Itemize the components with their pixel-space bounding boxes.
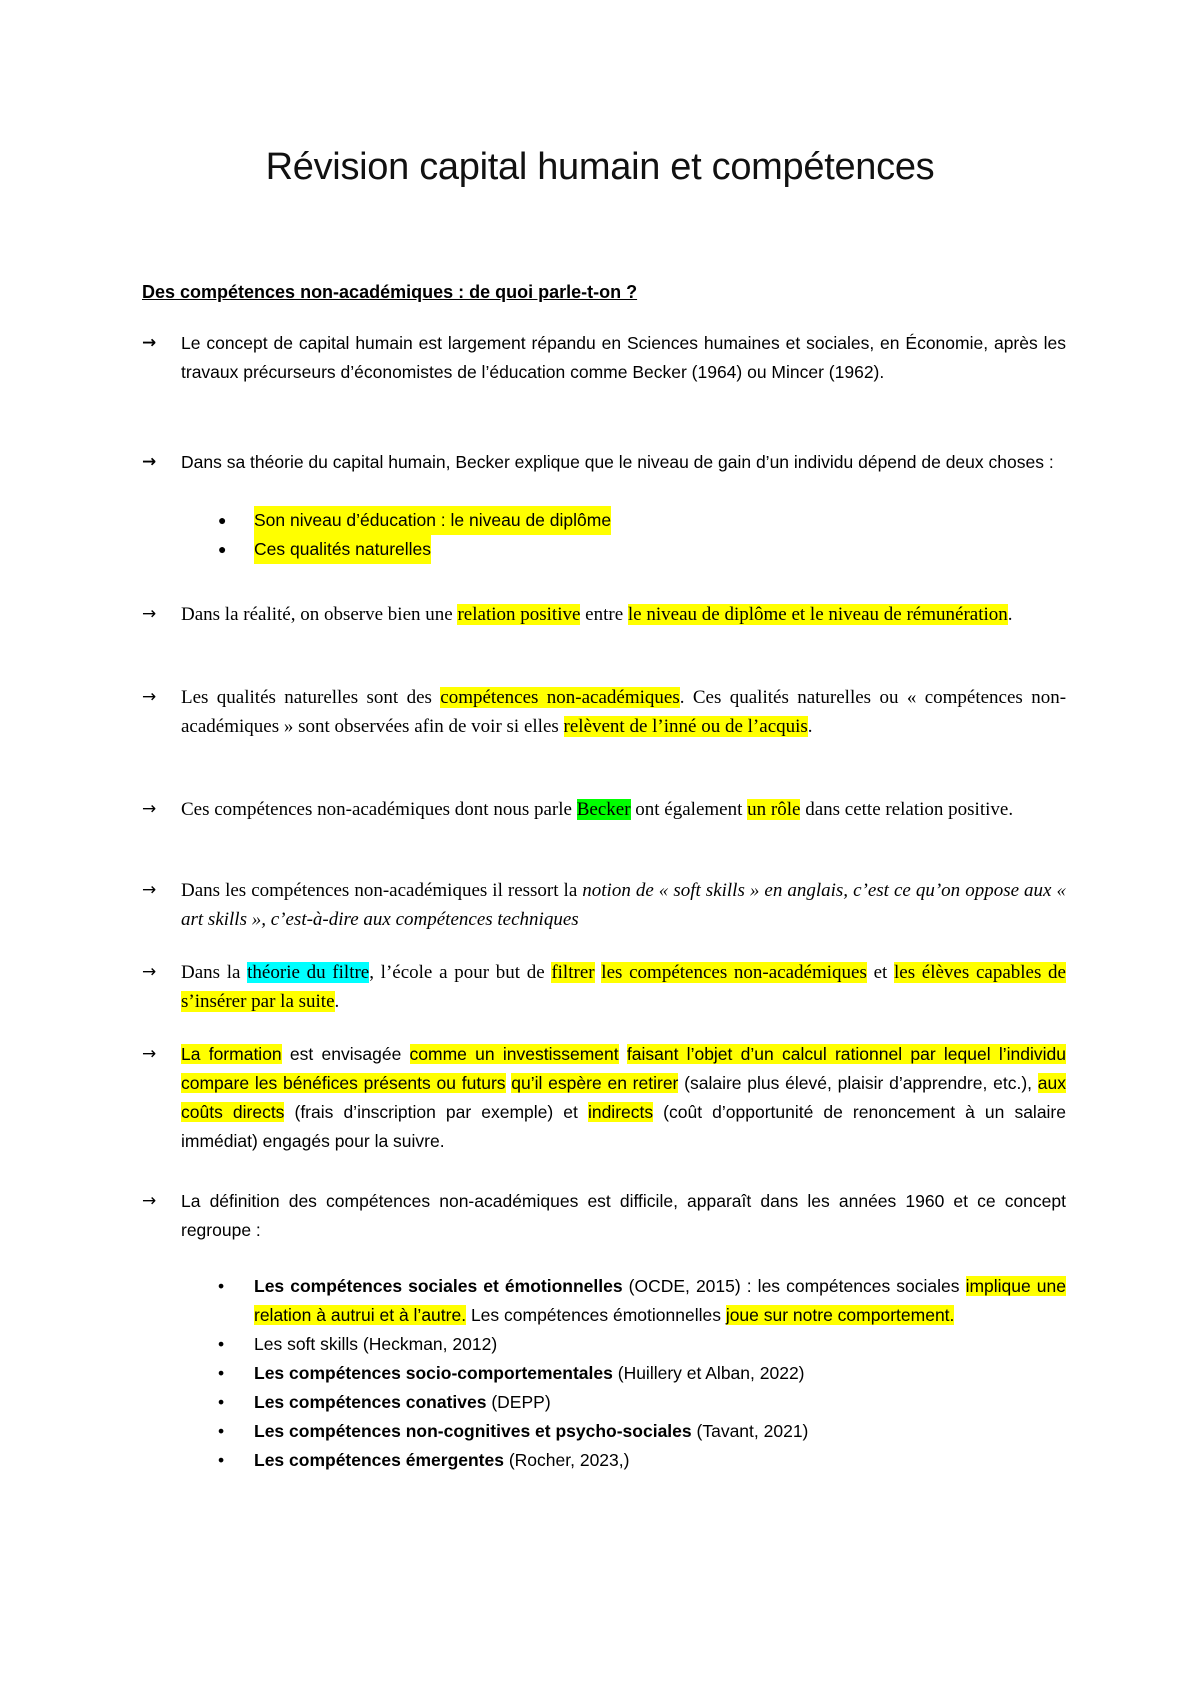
bold-text: Les compétences non-cognitives et psycho-sociales (254, 1421, 692, 1441)
text-run: . (949, 1305, 955, 1325)
paragraph-text: Dans sa théorie du capital humain, Becker explique que le niveau de gain d’un individu dépend de deux choses : (181, 452, 1054, 472)
arrow-icon: → (142, 333, 157, 353)
bold-text: Les compétences émergentes (254, 1450, 504, 1470)
paragraph-text: La définition des compétences non-académiques est difficile, apparaît dans les années 1960 et ce concept regroupe : (181, 1191, 1066, 1240)
text-run: Les qualités naturelles sont des (181, 687, 441, 708)
paragraph-8 (142, 1040, 1066, 1156)
text-run: est envisagée (281, 1044, 410, 1064)
text-run: Dans les compétences non-académiques il ressort la (181, 880, 583, 901)
text-run: (Tavant, 2021) (691, 1421, 809, 1441)
text-run: (DEPP) (486, 1392, 551, 1412)
list-item-text: Ces qualités naturelles (254, 535, 431, 564)
highlight: aux coûts directs (181, 1073, 1066, 1122)
text-run: . Ces qualités naturelles ou « compétences non-académiques » sont observées afin de voir si elles (181, 687, 1067, 737)
highlight: les compétences non-académiques (601, 962, 867, 983)
text-run: Les compétences émotionnelles (466, 1305, 726, 1325)
paragraph-7 (142, 958, 1066, 1016)
paragraph-5 (142, 795, 1066, 824)
highlight: théorie du filtre (247, 962, 370, 983)
text-run: . (807, 716, 813, 737)
highlight: joue sur notre comportement (725, 1305, 950, 1325)
paragraph-6 (142, 876, 1066, 934)
highlight: indirects (587, 1102, 654, 1122)
text-run: ont également (630, 799, 748, 820)
concept-list (218, 1272, 1066, 1475)
text-run: (OCDE, 2015) : les compétences sociales (622, 1276, 966, 1296)
list-item (218, 1417, 1066, 1446)
highlight: un rôle (747, 799, 801, 820)
paragraph-2 (142, 448, 1066, 477)
bold-text: Les compétences socio-comportementales (254, 1363, 613, 1383)
arrow-icon: → (142, 604, 157, 624)
list-item (218, 1272, 1066, 1330)
bold-text: Les compétences sociales et émotionnelles (254, 1276, 623, 1296)
bullet-icon: • (218, 1392, 225, 1412)
highlight: implique une relation à autrui et à l’autre. (254, 1276, 1066, 1325)
list-item (218, 1388, 1066, 1417)
text-run: dans cette relation positive. (800, 799, 1014, 820)
arrow-icon: → (142, 880, 157, 900)
highlight: Becker (576, 799, 631, 820)
bold-text: Les compétences conatives (254, 1392, 487, 1412)
text-run: Les soft skills (Heckman, 2012) (254, 1334, 498, 1354)
text-run: (salaire plus élevé, plaisir d’apprendre, etc.), (678, 1073, 1038, 1093)
paragraph-1 (142, 329, 1066, 387)
bullet-icon: • (218, 1334, 225, 1354)
arrow-icon: → (142, 1191, 157, 1211)
text-run: Dans la réalité, on observe bien une (181, 604, 458, 625)
list-item (218, 1446, 1066, 1475)
text-run: et (866, 962, 894, 983)
text-run: Ces compétences non-académiques dont nous parle (181, 799, 577, 820)
text-run: (coût d’opportunité de renoncement à un salaire immédiat) engagés pour la suivre. (181, 1102, 1066, 1151)
list-item (218, 1359, 1066, 1388)
text-run: (Huillery et Alban, 2022) (612, 1363, 805, 1383)
highlight: filtrer (551, 962, 595, 983)
arrow-icon: → (142, 962, 157, 982)
bullet-icon: ● (218, 541, 227, 557)
arrow-icon: → (142, 687, 157, 707)
highlight: qu’il espère en retirer (511, 1073, 679, 1093)
text-run: (Rocher, 2023,) (503, 1450, 630, 1470)
list-item (218, 1330, 1066, 1359)
text-run: , l’école a pour but de (369, 962, 552, 983)
text-run: entre (580, 604, 628, 625)
highlight: comme un investissement (409, 1044, 619, 1064)
italic-text: notion de « soft skills » en anglais, c’est ce qu’on oppose aux « art skills », c’est-à-dire aux compétences techniques (181, 880, 1066, 930)
highlight: relation positive (457, 604, 581, 625)
list-item-text: Son niveau d’éducation : le niveau de diplôme (254, 506, 611, 535)
highlight: les élèves capables de s’insérer par la suite (181, 962, 1066, 1012)
bullet-icon: • (218, 1450, 225, 1470)
text-run: . (334, 991, 340, 1012)
bullet-icon: • (218, 1363, 225, 1383)
highlight: le niveau de diplôme et le niveau de rémunération (627, 604, 1008, 625)
text-run: (frais d’inscription par exemple) et (284, 1102, 588, 1122)
highlight: relèvent de l’inné ou de l’acquis (563, 716, 808, 737)
section-heading: Des compétences non-académiques : de quoi parle-t-on ? (142, 282, 638, 302)
highlight: La formation (181, 1044, 282, 1064)
arrow-icon: → (142, 799, 157, 819)
document-title: Révision capital humain et compétences (265, 146, 935, 188)
bullet-icon: • (218, 1276, 225, 1296)
highlight: faisant l’objet d’un calcul rationnel par lequel l’individu compare les bénéfices présents ou futurs (181, 1044, 1066, 1093)
paragraph-text: Le concept de capital humain est largement répandu en Sciences humaines et sociales, en Économie, après les travaux précurseurs d’économistes de l’éducation comme Becker (1964) ou Mincer (1962). (181, 333, 1066, 382)
paragraph-4 (142, 683, 1066, 741)
text-run: . (1007, 604, 1013, 625)
bullet-icon: ● (218, 512, 227, 528)
text-run (619, 1044, 627, 1064)
arrow-icon: → (142, 452, 157, 472)
bullet-icon: • (218, 1421, 225, 1441)
text-run: Dans la (181, 962, 248, 983)
arrow-icon: → (142, 1044, 157, 1064)
highlight: compétences non-académiques (440, 687, 680, 708)
paragraph-9 (142, 1187, 1066, 1245)
paragraph-3 (142, 600, 1066, 629)
